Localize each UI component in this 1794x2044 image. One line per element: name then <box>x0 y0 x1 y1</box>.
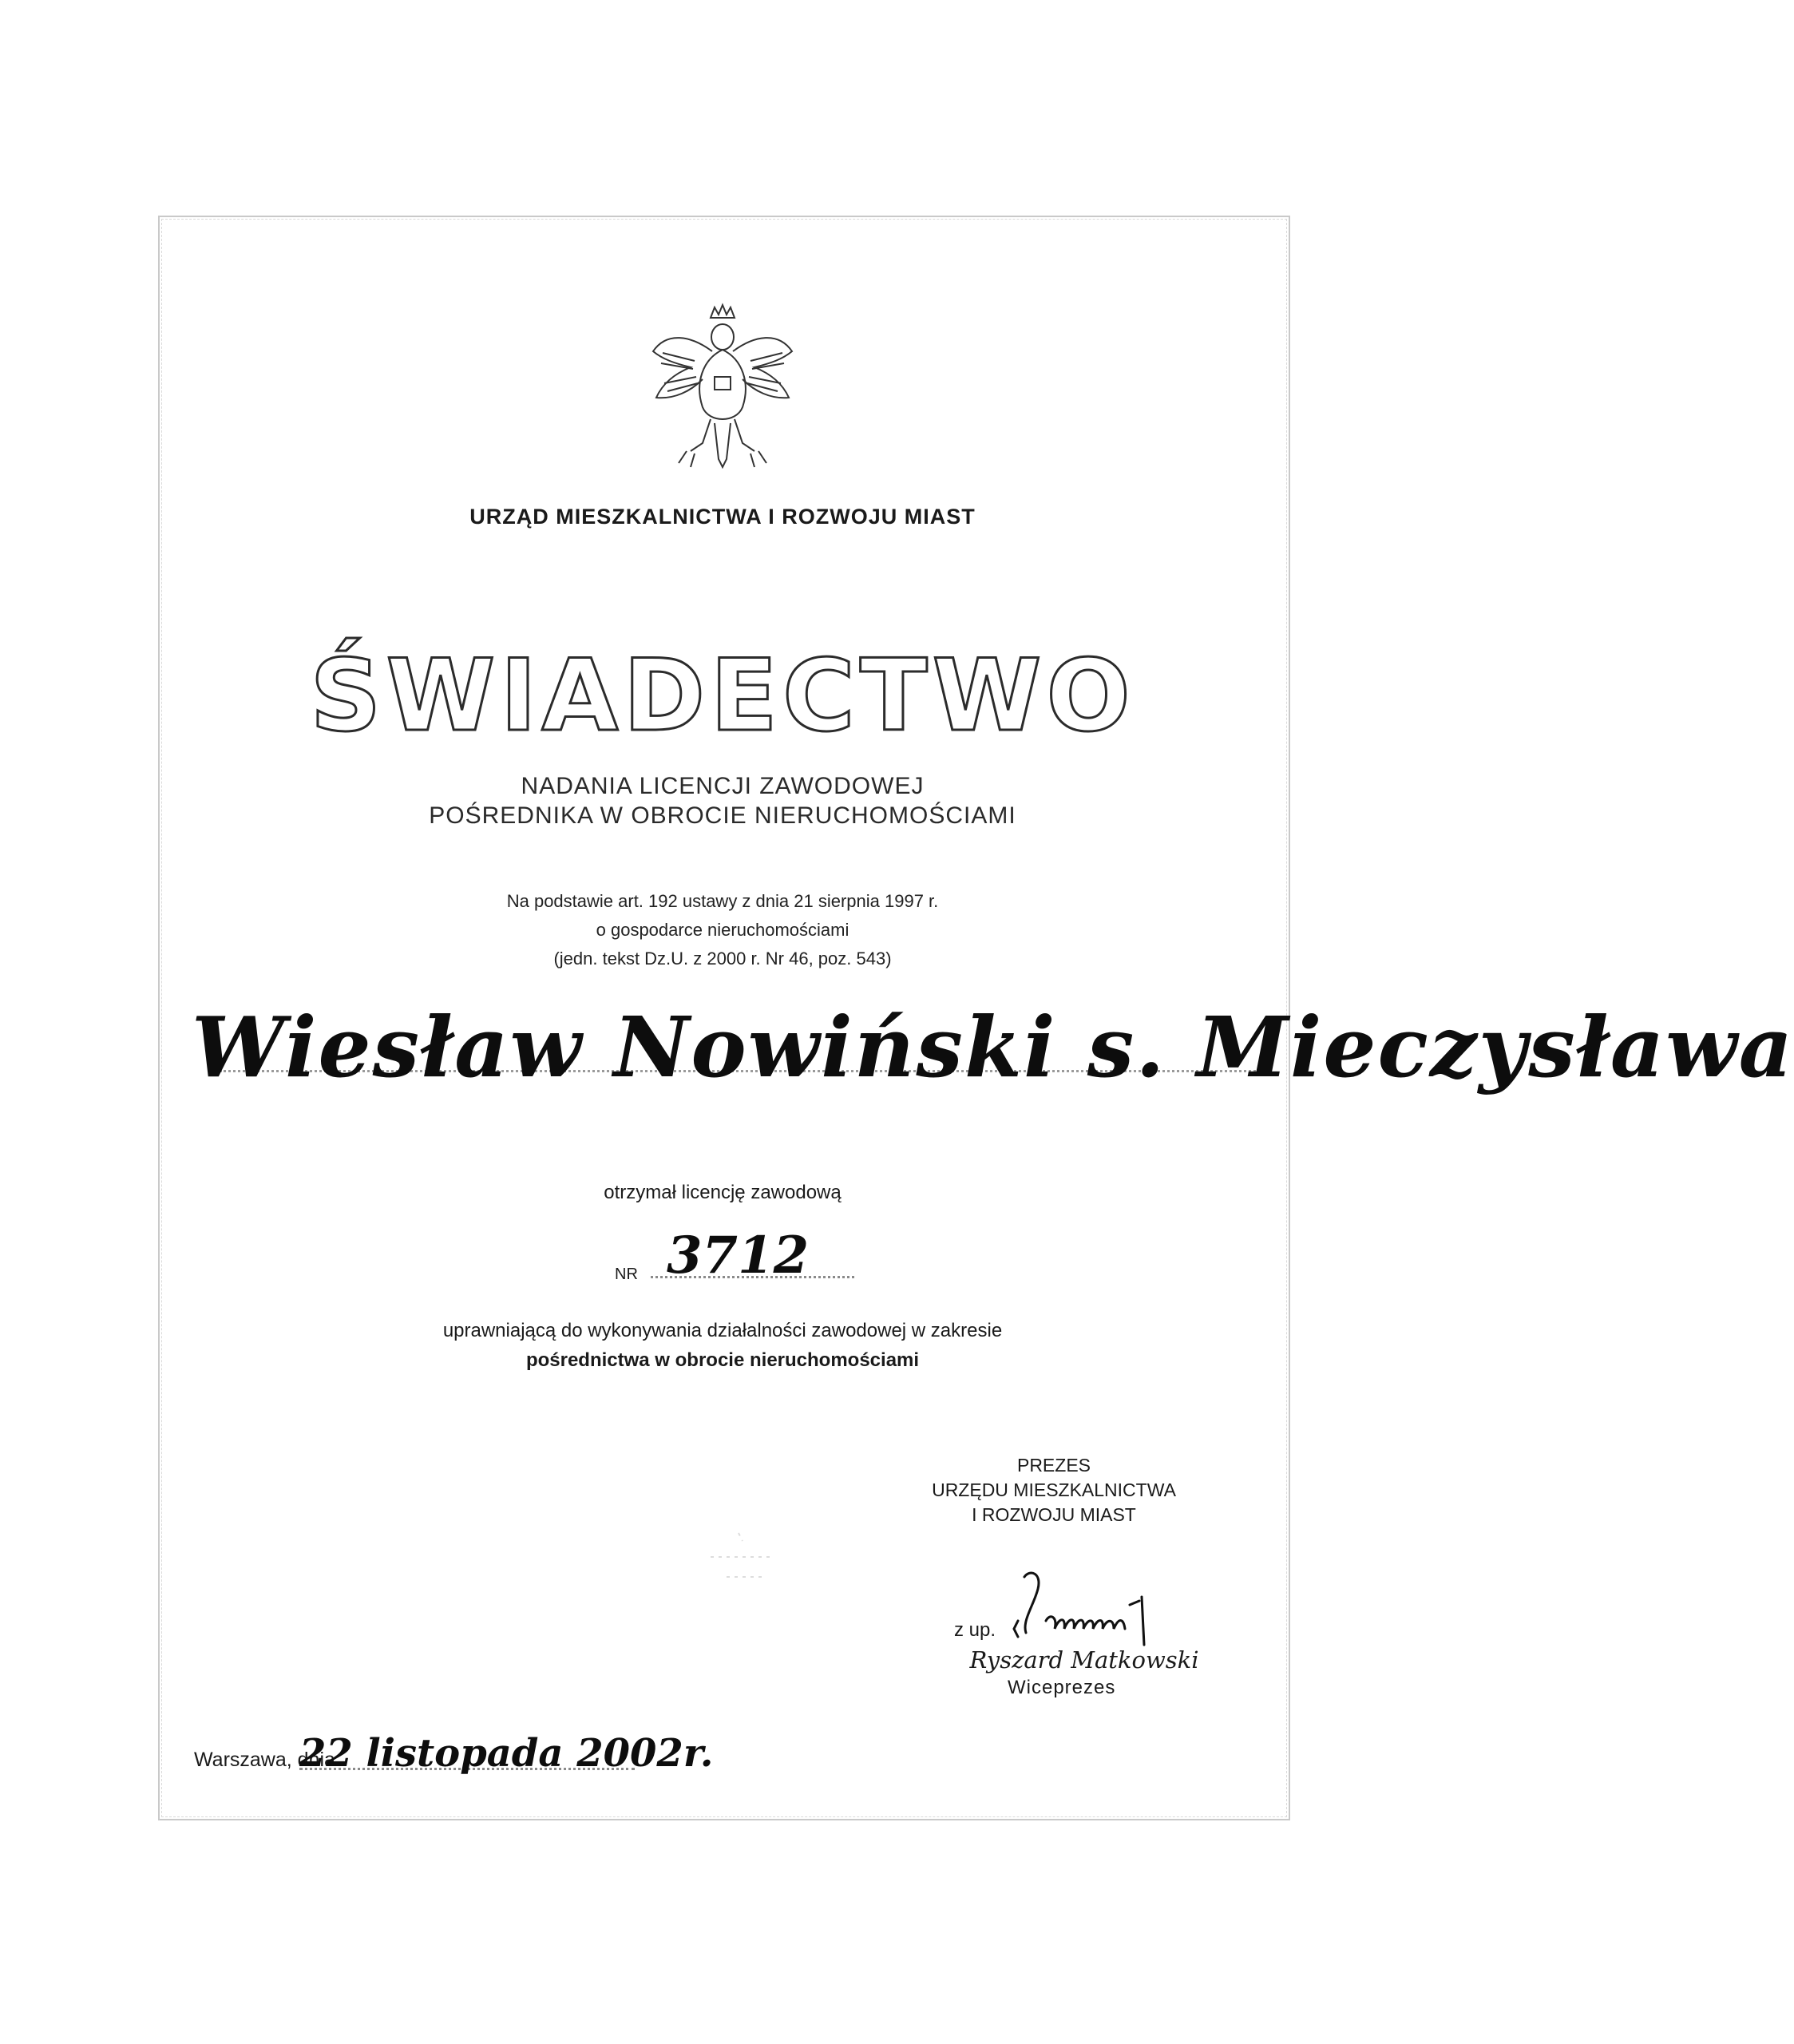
subtitle-line-1: NADANIA LICENCJI ZAWODOWEJ <box>521 773 925 799</box>
signatory-title-line-3: I ROZWOJU MIAST <box>972 1504 1136 1525</box>
faint-stamp <box>695 1509 790 1605</box>
authorization-line-2: pośrednictwa w obrocie nieruchomościami <box>525 1349 920 1371</box>
proxy-label: z up. <box>954 1619 996 1641</box>
signatory-name: Ryszard Matkowski <box>969 1646 1199 1674</box>
legal-basis-line-3: (jedn. tekst Dz.U. z 2000 r. Nr 46, poz. 543) <box>553 949 892 969</box>
legal-basis-line-2: o gospodarce nieruchomościami <box>596 920 849 940</box>
signatory-title-line-1: PREZES <box>1016 1455 1091 1476</box>
license-number: 3712 <box>667 1226 810 1285</box>
signature-scribble <box>1002 1565 1186 1653</box>
number-label: NR <box>615 1266 638 1283</box>
legal-basis-line-1: Na podstawie art. 192 ustawy z dnia 21 sierpnia 1997 r. <box>506 891 939 911</box>
received-license-text: otrzymał licencję zawodową <box>604 1182 842 1203</box>
subtitle-line-2: POŚREDNIKA W OBROCIE NIERUCHOMOŚCIAMI <box>429 802 1016 829</box>
polish-eagle-emblem-icon <box>647 303 798 475</box>
holder-name: Wiesław Nowiński s. Mieczysława <box>192 998 1794 1096</box>
authorization-line-1: uprawniającą do wykonywania działalności zawodowej w zakresie <box>442 1320 1003 1341</box>
signatory-title-line-2: URZĘDU MIESZKALNICTWA <box>932 1480 1176 1500</box>
signatory-role: Wiceprezes <box>1008 1677 1116 1698</box>
issue-place-label: Warszawa, dnia <box>194 1749 335 1771</box>
certificate-title: ŚWIADECTWO <box>310 639 1135 754</box>
issuing-office: URZĄD MIESZKALNICTWA I ROZWOJU MIAST <box>469 505 976 529</box>
issue-date: 22 listopada 2002r. <box>299 1731 714 1776</box>
